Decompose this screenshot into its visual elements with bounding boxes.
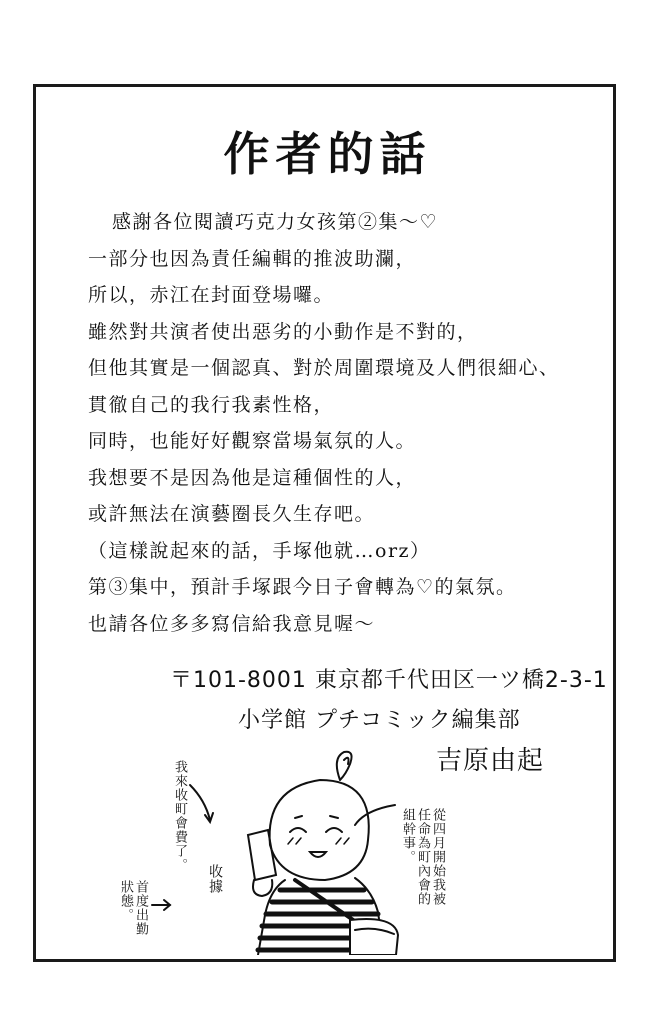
author-signature: 吉原由起 <box>436 746 545 776</box>
receipt-label: 收據 <box>207 864 223 894</box>
page-title: 作者的話 <box>223 127 432 181</box>
editorial-department: 小学館 プチコミック編集部 <box>238 708 521 733</box>
speech-note: 我來收町會費了。 <box>172 760 187 872</box>
message-line: （這樣說起來的話，手塚他就…orz） <box>88 539 431 562</box>
status-note: 首度出勤狀態。 <box>118 880 148 936</box>
message-line: 感謝各位閱讀巧克力女孩第②集～♡ <box>112 211 439 233</box>
side-note: 從四月開始我被任命為町內會的組幹事。 <box>400 808 445 906</box>
message-line: 雖然對共演者使出惡劣的小動作是不對的， <box>88 320 478 343</box>
mailing-address: 〒101-8001 東京都千代田区一ツ橋2-3-1 <box>170 668 608 693</box>
author-message <box>88 204 560 642</box>
message-line: 或許無法在演藝圈長久生存吧。 <box>88 503 376 525</box>
message-line: 貫徹自己的我行我素性格， <box>88 393 335 416</box>
message-line: 我想要不是因為他是這種個性的人， <box>88 466 417 489</box>
author-character-illustration <box>150 740 400 955</box>
message-line: 一部分也因為責任編輯的推波助瀾， <box>88 247 417 270</box>
message-line: 也請各位多多寫信給我意見喔～ <box>88 612 376 635</box>
message-line: 第③集中，預計手塚跟今日子會轉為♡的氣氛。 <box>88 576 517 598</box>
message-line: 同時，也能好好觀察當場氣氛的人。 <box>88 430 417 452</box>
message-line: 所以，赤江在封面登場囉。 <box>88 284 335 306</box>
message-line: 但他其實是一個認真、對於周圍環境及人們很細心、 <box>88 357 560 379</box>
